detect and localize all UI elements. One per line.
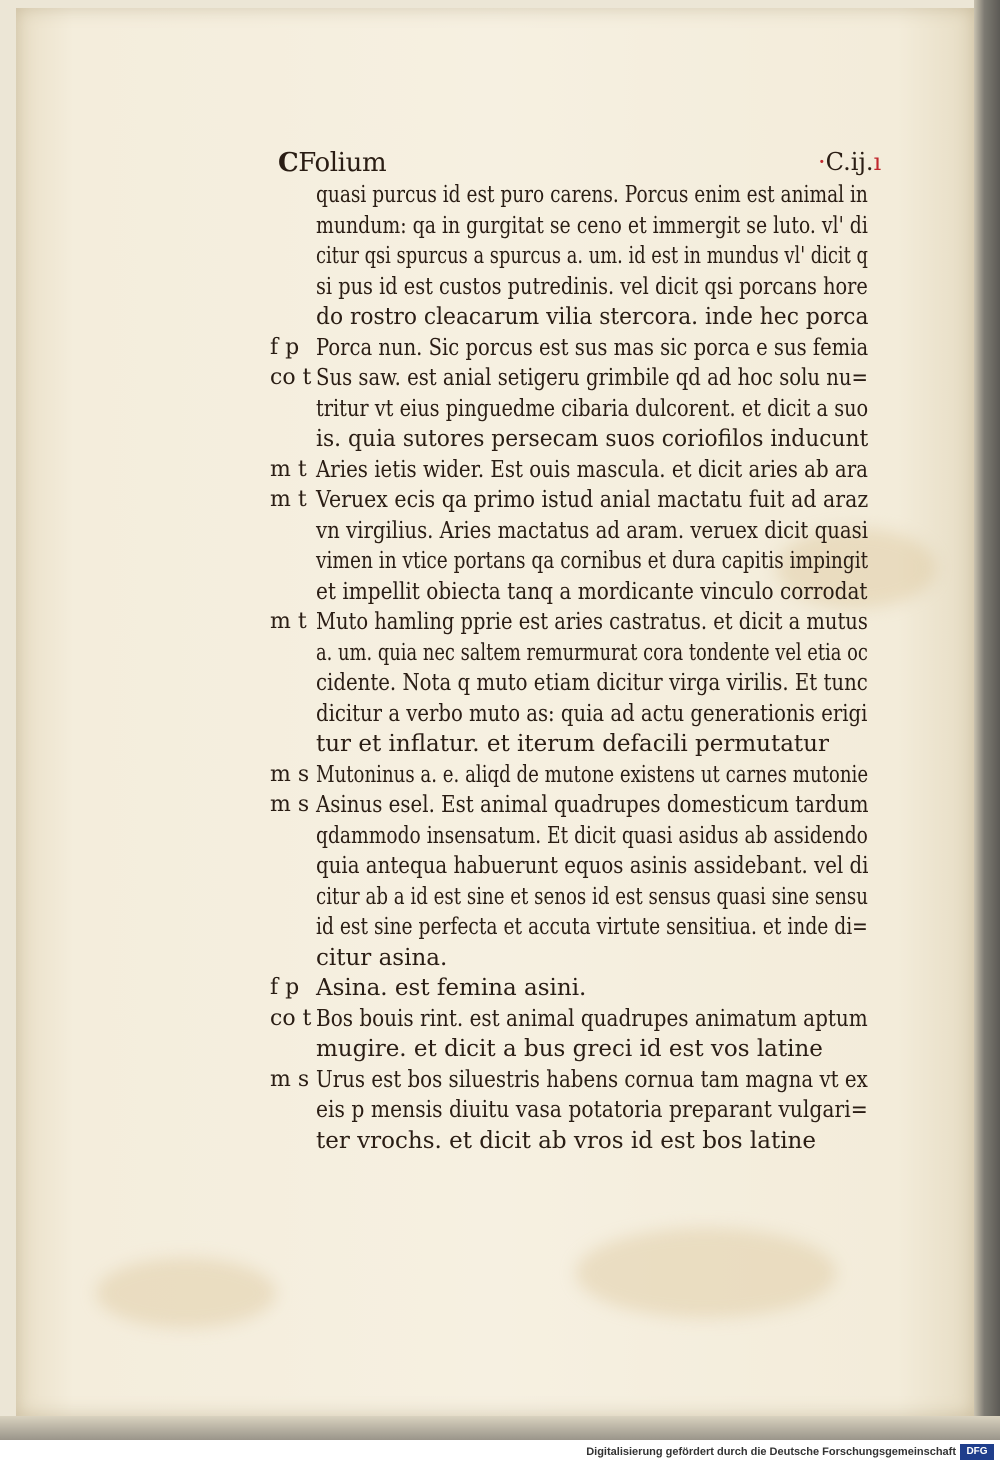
folio-number: ·C.ij.ı bbox=[818, 148, 882, 176]
margin-gloss: m s bbox=[270, 761, 310, 787]
margin-gloss: m s bbox=[270, 792, 310, 817]
text-line: quia antequa habuerunt equos asinis assidebant. vel di bbox=[316, 853, 869, 879]
text-line: tritur vt eius pinguedme cibaria dulcorent. et dicit a suo bbox=[316, 395, 869, 422]
book-edge bbox=[974, 0, 1000, 1440]
text-line: Asinus esel. Est animal quadrupes domesticum tardum bbox=[316, 792, 869, 818]
text-line: vn virgilius. Aries mactatus ad aram. veruex dicit quasi bbox=[316, 517, 869, 544]
text-line: Sus saw. est anial setigeru grimbile qd ad hoc solu nu= bbox=[316, 365, 868, 391]
running-title: CFolium bbox=[278, 148, 387, 178]
text-line: Mutoninus a. e. aliqd de mutone existens ut carnes mutonie bbox=[316, 761, 869, 788]
text-line: mundum: qa in gurgitat se ceno et immergit se luto. vl' di bbox=[316, 212, 868, 239]
margin-gloss: co t bbox=[270, 1005, 312, 1031]
text-line: citur asina. bbox=[316, 944, 448, 971]
paragraph-mark-icon: C bbox=[278, 148, 299, 178]
book-bottom-edge bbox=[0, 1416, 1000, 1440]
text-line: citur qsi spurcus a spurcus a. um. id est in mundus vl' dicit q bbox=[316, 243, 868, 269]
text-line: Urus est bos siluestris habens cornua tam magna vt ex bbox=[316, 1066, 868, 1093]
text-line: cidente. Nota q muto etiam dicitur virga virilis. Et tunc bbox=[316, 670, 868, 696]
text-line: eis p mensis diuitu vasa potatoria preparant vulgari= bbox=[316, 1097, 868, 1123]
text-line: Bos bouis rint. est animal quadrupes animatum aptum bbox=[316, 1005, 868, 1032]
text-line: Porca nun. Sic porcus est sus mas sic porca e sus femia bbox=[316, 334, 869, 361]
text-line: Asina. est femina asini. bbox=[316, 975, 587, 1001]
text-line: Aries ietis wider. Est ouis mascula. et dicit aries ab ara bbox=[316, 456, 868, 483]
funding-credit: Digitalisierung gefördert durch die Deutsche Forschungsgemeinschaft bbox=[586, 1446, 956, 1458]
text-line: vimen in vtice portans qa cornibus et dura capitis impingit bbox=[316, 548, 869, 574]
margin-gloss: m t bbox=[270, 609, 307, 634]
text-line: dicitur a verbo muto as: quia ad actu generationis erigi bbox=[316, 700, 868, 727]
text-line: citur ab a id est sine et senos id est sensus quasi sine sensu bbox=[316, 883, 868, 910]
text-line: do rostro cleacarum vilia stercora. inde hec porca bbox=[316, 304, 869, 330]
text-line: Muto hamling pprie est aries castratus. et dicit a mutus bbox=[316, 609, 868, 635]
text-line: qdammodo insensatum. Et dicit quasi asidus ab assidendo bbox=[316, 822, 868, 849]
text-line: quasi purcus id est puro carens. Porcus enim est animal in bbox=[316, 182, 868, 208]
dfg-logo: DFG bbox=[960, 1444, 994, 1460]
text-line: si pus id est custos putredinis. vel dicit qsi porcans hore bbox=[316, 273, 868, 300]
margin-gloss: f p bbox=[270, 975, 300, 1000]
text-line: id est sine perfecta et accuta virtute sensitiua. et inde di= bbox=[316, 914, 868, 940]
footer-bar bbox=[0, 1440, 1000, 1466]
text-line: tur et inflatur. et iterum defacili permutatur bbox=[316, 731, 829, 757]
text-line: et impellit obiecta tanq a mordicante vinculo corrodat bbox=[316, 578, 868, 605]
text-line: is. quia sutores persecam suos coriofilos inducunt bbox=[316, 426, 869, 452]
text-line: a. um. quia nec saltem remurmurat cora tondente vel etia oc bbox=[316, 639, 868, 666]
margin-gloss: m t bbox=[270, 456, 307, 482]
margin-gloss: co t bbox=[270, 365, 312, 390]
margin-gloss: f p bbox=[270, 334, 300, 360]
margin-gloss: m t bbox=[270, 487, 307, 512]
text-line: Veruex ecis qa primo istud anial mactatu fuit ad araz bbox=[316, 487, 869, 513]
margin-gloss: m s bbox=[270, 1066, 310, 1092]
text-line: ter vrochs. et dicit ab vros id est bos latine bbox=[316, 1127, 816, 1154]
text-line: mugire. et dicit a bus greci id est vos latine bbox=[316, 1036, 823, 1062]
